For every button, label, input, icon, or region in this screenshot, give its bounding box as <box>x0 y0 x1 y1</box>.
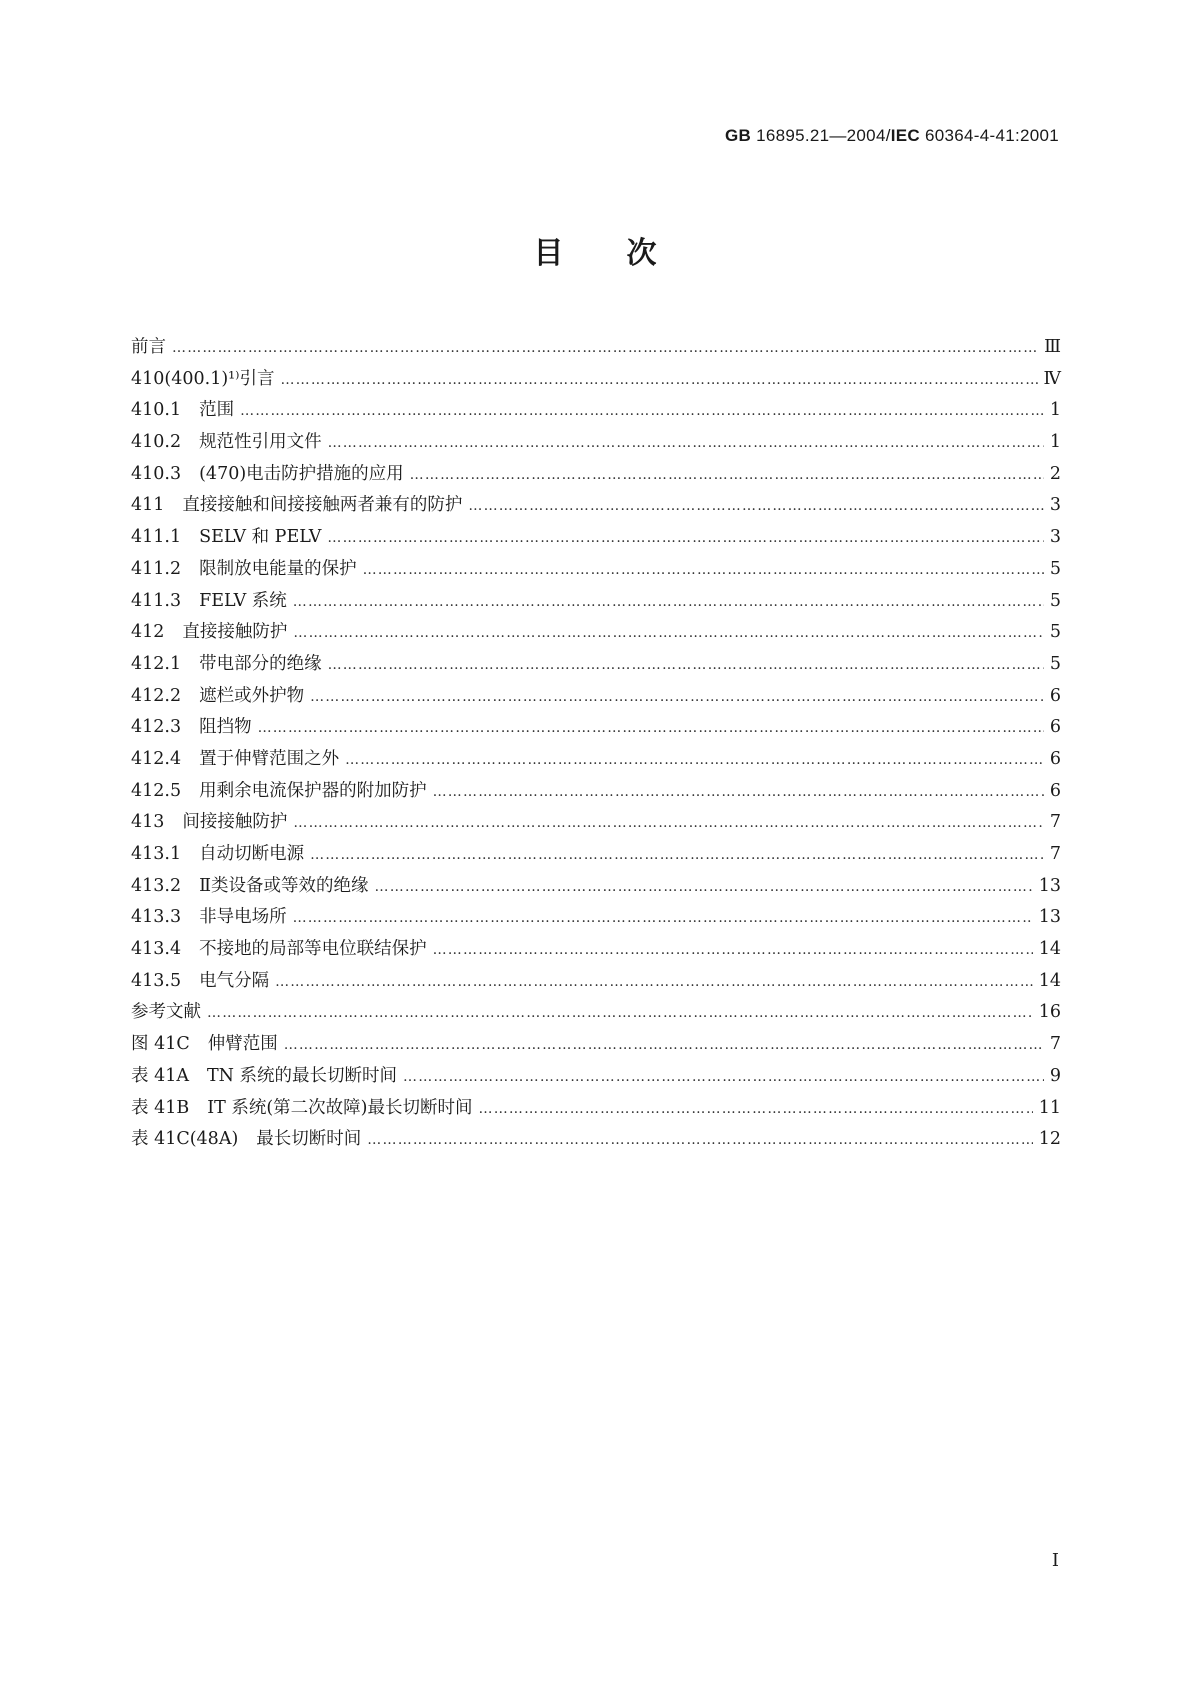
toc-page-number: 6 <box>1049 780 1061 801</box>
toc-section-title: 410(400.1)¹⁾引言 <box>131 368 275 389</box>
toc-section-title: (470)电击防护措施的应用 <box>199 463 404 484</box>
toc-label <box>131 522 321 554</box>
toc-entry[interactable] <box>131 1124 1061 1156</box>
toc-entry[interactable] <box>131 1029 1061 1061</box>
toc-label <box>131 997 201 1029</box>
toc-section-number: 413.5 <box>131 970 182 991</box>
toc-entry[interactable] <box>131 649 1061 681</box>
toc-page-number: 12 <box>1038 1129 1061 1150</box>
toc-section-title: 前言 <box>131 337 166 357</box>
toc-label <box>131 776 427 808</box>
toc-label <box>131 871 369 903</box>
toc-entry[interactable] <box>131 871 1061 903</box>
toc-section-title: 不接地的局部等电位联结保护 <box>199 939 427 960</box>
toc-page-number: 11 <box>1038 1097 1061 1118</box>
toc-page-number: 5 <box>1049 558 1061 579</box>
toc-label <box>131 490 462 522</box>
toc-section-number: 413.4 <box>131 939 182 960</box>
toc-entry[interactable] <box>131 807 1061 839</box>
toc-page-number: 1 <box>1049 432 1061 453</box>
toc-entry[interactable] <box>131 712 1061 744</box>
toc-section-title: 直接接触防护 <box>182 622 288 643</box>
toc-leader-dots <box>433 935 1033 967</box>
toc-section-title: 阻挡物 <box>199 717 252 738</box>
toc-entry[interactable] <box>131 364 1061 396</box>
toc-entry[interactable] <box>131 966 1061 998</box>
toc-page-number: 6 <box>1049 685 1061 706</box>
standard-prefix-iec: IEC <box>890 126 920 145</box>
toc-leader-dots <box>345 745 1044 777</box>
iec-number: 60364-4-41:2001 <box>919 126 1059 145</box>
title-char-2: 次 <box>626 236 658 271</box>
toc-section-number: 图 41C <box>131 1034 190 1055</box>
toc-entry[interactable] <box>131 839 1061 871</box>
toc-section-title: 带电部分的绝缘 <box>199 653 322 674</box>
toc-entry[interactable] <box>131 490 1061 522</box>
toc-leader-dots <box>328 428 1044 460</box>
toc-entry[interactable] <box>131 427 1061 459</box>
toc-label <box>131 586 287 618</box>
toc-entry[interactable] <box>131 554 1061 586</box>
toc-section-title: FELV 系统 <box>199 590 287 611</box>
table-of-contents <box>131 332 1061 1156</box>
toc-section-title: Ⅱ类设备或等效的绝缘 <box>199 875 369 896</box>
toc-section-title: 参考文献 <box>131 1002 201 1023</box>
toc-label <box>131 1093 473 1125</box>
toc-leader-dots <box>280 365 1037 397</box>
toc-page-number: 6 <box>1049 717 1061 738</box>
toc-page-number: 13 <box>1038 875 1061 896</box>
toc-page-number: 14 <box>1038 939 1061 960</box>
toc-page-number: 5 <box>1049 622 1061 643</box>
toc-section-number: 表 41A <box>131 1065 189 1086</box>
toc-section-title: IT 系统(第二次故障)最长切断时间 <box>207 1097 473 1118</box>
toc-leader-dots <box>310 682 1044 714</box>
standard-code <box>725 126 1059 146</box>
toc-page-number: Ⅳ <box>1043 368 1061 389</box>
toc-label <box>131 966 269 998</box>
toc-section-number: 表 41C(48A) <box>131 1129 239 1150</box>
toc-entry[interactable] <box>131 902 1061 934</box>
toc-leader-dots <box>293 808 1043 840</box>
toc-label <box>131 332 166 364</box>
toc-section-number: 412.3 <box>131 717 182 738</box>
toc-section-title: 遮栏或外护物 <box>199 685 305 706</box>
toc-page-number: 16 <box>1038 1002 1061 1023</box>
toc-section-number: 411.2 <box>131 558 182 579</box>
toc-leader-dots <box>293 618 1043 650</box>
standard-number: 16895.21—2004/ <box>751 126 891 145</box>
toc-section-number: 410.2 <box>131 432 182 453</box>
toc-entry[interactable] <box>131 617 1061 649</box>
toc-leader-dots <box>468 491 1043 523</box>
page-title <box>0 228 1191 272</box>
toc-section-title: 直接接触和间接接触两者兼有的防护 <box>182 495 463 516</box>
toc-label <box>131 395 234 427</box>
toc-section-number: 410.1 <box>131 400 182 421</box>
toc-section-title: 用剩余电流保护器的附加防护 <box>199 780 427 801</box>
toc-label <box>131 839 304 871</box>
toc-label <box>131 364 274 396</box>
toc-section-number: 412.5 <box>131 780 182 801</box>
toc-label <box>131 807 287 839</box>
toc-page-number: 2 <box>1049 463 1061 484</box>
toc-leader-dots <box>293 903 1033 935</box>
toc-leader-dots <box>172 333 1038 365</box>
toc-entry[interactable] <box>131 459 1061 491</box>
toc-label <box>131 712 252 744</box>
toc-section-title: 置于伸臂范围之外 <box>199 748 340 769</box>
toc-page-number: 5 <box>1049 653 1061 674</box>
toc-label <box>131 744 339 776</box>
toc-label <box>131 427 322 459</box>
toc-entry[interactable] <box>131 744 1061 776</box>
toc-leader-dots <box>275 967 1033 999</box>
toc-leader-dots <box>433 777 1044 809</box>
toc-leader-dots <box>328 650 1044 682</box>
toc-leader-dots <box>327 523 1043 555</box>
toc-leader-dots <box>258 713 1044 745</box>
toc-section-title: 电气分隔 <box>199 970 270 991</box>
toc-label <box>131 459 404 491</box>
toc-page-number: 13 <box>1038 907 1061 928</box>
toc-section-title: 规范性引用文件 <box>199 432 322 453</box>
toc-page-number: 7 <box>1049 812 1061 833</box>
toc-section-title: 自动切断电源 <box>199 844 305 864</box>
toc-label <box>131 681 304 713</box>
toc-section-title: 限制放电能量的保护 <box>199 558 357 579</box>
toc-entry[interactable] <box>131 1061 1061 1093</box>
toc-leader-dots <box>240 396 1044 428</box>
toc-section-number: 412.2 <box>131 685 182 706</box>
toc-section-number: 412.4 <box>131 748 182 769</box>
toc-entry[interactable] <box>131 997 1061 1029</box>
toc-section-number: 410.3 <box>131 463 182 484</box>
toc-section-number: 表 41B <box>131 1097 190 1118</box>
toc-section-title: 范围 <box>199 400 235 421</box>
toc-page-number: 3 <box>1049 527 1061 548</box>
toc-entry[interactable] <box>131 332 1061 364</box>
toc-leader-dots <box>284 1030 1044 1062</box>
toc-section-title: TN 系统的最长切断时间 <box>206 1065 398 1086</box>
toc-leader-dots <box>403 1062 1044 1094</box>
toc-section-title: SELV 和 PELV <box>199 527 322 548</box>
toc-label <box>131 902 287 934</box>
toc-entry[interactable] <box>131 681 1061 713</box>
toc-section-title: 伸臂范围 <box>207 1034 278 1055</box>
toc-entry[interactable] <box>131 522 1061 554</box>
toc-page-number: 7 <box>1049 844 1061 864</box>
toc-leader-dots <box>410 460 1044 492</box>
toc-page-number: 9 <box>1049 1065 1061 1086</box>
toc-entry[interactable] <box>131 586 1061 618</box>
toc-section-number: 412.1 <box>131 653 182 674</box>
toc-leader-dots <box>293 587 1044 619</box>
toc-leader-dots <box>479 1094 1033 1126</box>
toc-page-number: 6 <box>1049 748 1061 769</box>
title-char-1: 目 <box>533 236 565 271</box>
toc-section-number: 413.2 <box>131 875 182 896</box>
toc-page-number: 3 <box>1049 495 1061 516</box>
toc-section-number: 412 <box>131 622 165 643</box>
toc-section-number: 411.1 <box>131 527 182 548</box>
toc-leader-dots <box>375 872 1033 904</box>
toc-section-number: 413.3 <box>131 907 182 928</box>
toc-entry[interactable] <box>131 395 1061 427</box>
toc-section-number: 413.1 <box>131 844 182 864</box>
toc-label <box>131 1061 397 1093</box>
toc-leader-dots <box>310 840 1044 872</box>
toc-leader-dots <box>367 1125 1032 1157</box>
toc-leader-dots <box>207 998 1033 1030</box>
toc-label <box>131 617 287 649</box>
toc-label <box>131 554 357 586</box>
toc-page-number: 5 <box>1049 590 1061 611</box>
toc-page-number: 1 <box>1049 400 1061 421</box>
toc-section-title: 非导电场所 <box>199 907 287 928</box>
toc-label <box>131 649 322 681</box>
toc-leader-dots <box>363 555 1044 587</box>
toc-section-title: 最长切断时间 <box>256 1129 362 1150</box>
toc-section-number: 411 <box>131 495 165 516</box>
toc-label <box>131 1029 278 1061</box>
toc-page-number: 7 <box>1049 1034 1061 1055</box>
standard-prefix-gb: GB <box>724 126 752 145</box>
toc-entry[interactable] <box>131 934 1061 966</box>
toc-section-number: 411.3 <box>131 590 182 611</box>
page-number: I <box>1051 1550 1059 1571</box>
toc-page-number: 14 <box>1038 970 1061 991</box>
toc-label <box>131 1124 361 1156</box>
toc-entry[interactable] <box>131 776 1061 808</box>
toc-label <box>131 934 427 966</box>
toc-page-number: Ⅲ <box>1044 337 1061 357</box>
toc-entry[interactable] <box>131 1093 1061 1125</box>
toc-section-number: 413 <box>131 812 165 833</box>
toc-section-title: 间接接触防护 <box>182 812 288 833</box>
